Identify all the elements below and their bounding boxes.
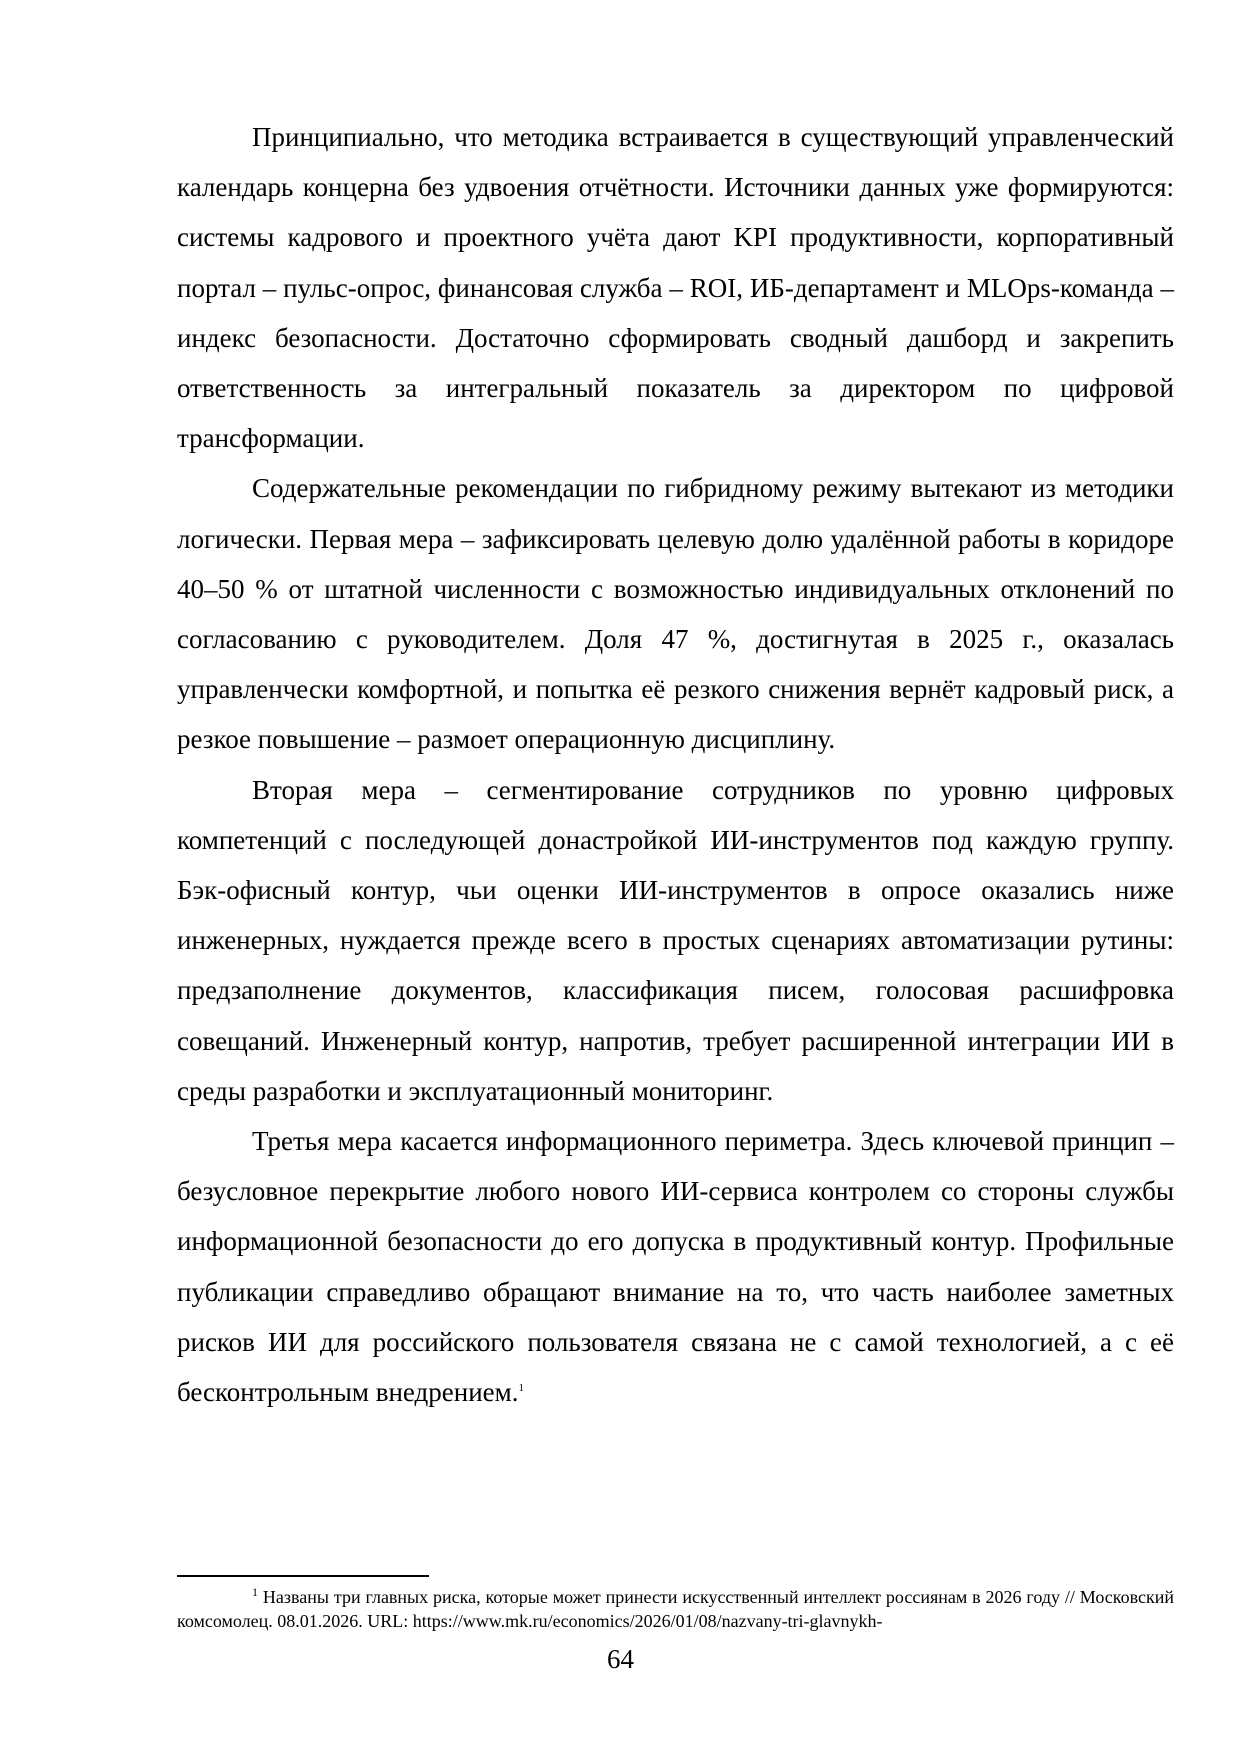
body-text xyxy=(177,112,1174,1417)
footnote-text: Названы три главных риска, которые может принести искусственный интеллект россиянам в 2026 году // Московский комсомолец. 08.01.2026. URL: https://www.mk.ru/economics/2026/01/08/nazvany-tri-glavnykh- xyxy=(177,1587,1175,1631)
footnote xyxy=(177,1585,1174,1633)
paragraph-text: Третья мера касается информационного периметра. Здесь ключевой принцип – безусловное перекрытие любого нового ИИ-сервиса контролем со стороны службы информационной безопасности до его допуска в продуктивный контур. Профильные публикации справедливо обращают внимание на то, что часть наиболее заметных рисков ИИ для российского пользователя связана не с самой технологией, а с её бесконтрольным внедрением. xyxy=(177,1126,1174,1408)
paragraph: Содержательные рекомендации по гибридному режиму вытекают из методики логически. Первая мера – зафиксировать целевую долю удалённой работы в коридоре 40–50 % от штатной численности с возможностью индивидуальных отклонений по согласованию с руководителем. Доля 47 %, достигнутая в 2025 г., оказалась управленчески комфортной, и попытка её резкого снижения вернёт кадровый риск, а резкое повышение – размоет операционную дисциплину. xyxy=(177,473,1174,755)
page-number: 64 xyxy=(607,1644,634,1674)
footnote-separator xyxy=(177,1575,429,1577)
paragraph xyxy=(177,1116,1174,1417)
paragraph: Принципиально, что методика встраивается в существующий управленческий календарь концерна без удвоения отчётности. Источники данных уже формируются: системы кадрового и проектного учёта дают KPI продуктивности, корпоративный портал – пульс-опрос, финансовая служба – ROI, ИБ-департамент и MLOps-команда – индекс безопасности. Достаточно сформировать сводный дашборд и закрепить ответственность за интегральный показатель за директором по цифровой трансформации. xyxy=(177,122,1174,454)
footnote-reference[interactable]: 1 xyxy=(518,1382,524,1395)
footnote-mark: 1 xyxy=(252,1585,258,1599)
paragraph: Вторая мера – сегментирование сотрудников по уровню цифровых компетенций с последующей донастройкой ИИ-инструментов под каждую группу. Бэк-офисный контур, чьи оценки ИИ-инструментов в опросе оказались ниже инженерных, нуждается прежде всего в простых сценариях автоматизации рутины: предзаполнение документов, классификация писем, голосовая расшифровка совещаний. Инженерный контур, напротив, требует расширенной интеграции ИИ в среды разработки и эксплуатационный мониторинг. xyxy=(177,774,1174,1106)
